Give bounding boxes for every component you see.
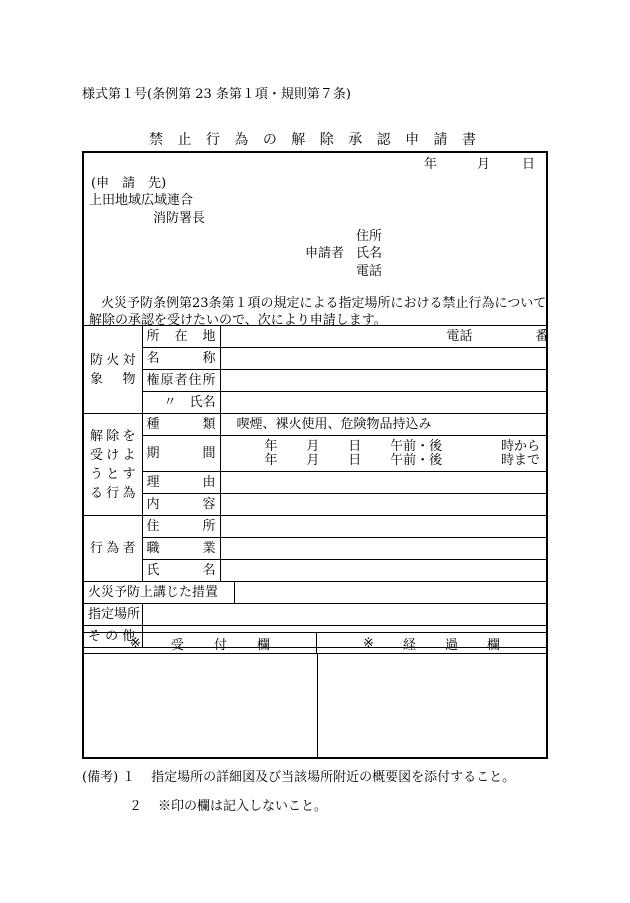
value-content[interactable] xyxy=(220,494,546,516)
form-title: 禁 止 行 為 の 解 除 承 認 申 請 書 xyxy=(149,132,481,148)
note-2: ２ ※印の欄は記入しないこと。 xyxy=(129,799,328,814)
group-release-act: 解除を受けようとする行為 xyxy=(84,414,142,516)
value-owner-name[interactable] xyxy=(220,392,546,414)
value-actor-name[interactable] xyxy=(220,560,546,582)
received-box xyxy=(84,654,318,758)
value-measures[interactable] xyxy=(234,582,546,604)
label-name: 名 称 xyxy=(142,348,220,370)
applicant-phone-label: 電話 xyxy=(356,264,383,279)
value-owner-address[interactable] xyxy=(220,370,546,392)
label-measures: 火災予防上講じた措置 xyxy=(84,582,234,604)
date-month: 月 xyxy=(477,157,491,172)
label-designated-place: 指定場所 xyxy=(84,604,142,626)
label-content: 内 容 xyxy=(142,494,220,516)
phone-suffix: 番 xyxy=(535,328,549,344)
value-location[interactable] xyxy=(220,326,549,348)
value-occupation[interactable] xyxy=(220,538,546,560)
intro-line-1: 火災予防条例第23条第１項の規定による指定場所における禁止行為について xyxy=(101,296,547,311)
label-actor-name: 氏 名 xyxy=(142,560,220,582)
label-period: 期 間 xyxy=(142,436,220,472)
recipient-org: 上田地域広域連合 xyxy=(89,193,194,208)
period-start: 年 月 日 午前・後 時から xyxy=(264,438,540,454)
value-actor-address[interactable] xyxy=(220,516,546,538)
label-reason: 理 由 xyxy=(142,472,220,494)
value-name[interactable] xyxy=(220,348,546,370)
owner-name-text: 氏名 xyxy=(189,394,216,410)
recipient-label: (申 請 先) xyxy=(91,176,167,191)
applicant-name-label: 氏名 xyxy=(356,246,383,261)
date-year: 年 xyxy=(424,157,438,172)
label-other: そ の 他 xyxy=(84,626,142,648)
application-form xyxy=(82,151,548,759)
value-type[interactable]: 喫煙、裸火使用、危険物品持込み xyxy=(220,414,546,436)
value-reason[interactable] xyxy=(220,472,546,494)
progress-column-header: ※ 経 過 欄 xyxy=(363,636,500,653)
label-location: 所 在 地 xyxy=(142,326,220,348)
period-end: 年 月 日 午前・後 時まで xyxy=(264,452,540,468)
office-use-area xyxy=(84,653,546,758)
received-column-header: ※ 受 付 欄 xyxy=(84,633,317,654)
label-owner-address: 権原者住所 xyxy=(142,370,220,392)
note-1: (備考) １ 指定場所の詳細図及び当該場所附近の概要図を添付すること。 xyxy=(82,770,516,785)
recipient-chief: 消防署長 xyxy=(153,211,206,226)
intro-line-2: 解除の承認を受けたいので、次により申請します。 xyxy=(89,313,387,328)
phone-label: 電話 xyxy=(446,328,473,344)
value-period[interactable] xyxy=(220,436,546,472)
date-day: 日 xyxy=(522,157,536,172)
group-fire-object: 防火対象物 xyxy=(84,326,142,414)
label-owner-name xyxy=(142,392,220,414)
applicant-role: 申請者 xyxy=(305,246,345,261)
form-number: 様式第１号(条例第 23 条第１項・規則第７条) xyxy=(82,87,351,102)
progress-box xyxy=(318,654,546,758)
label-occupation: 職 業 xyxy=(142,538,220,560)
ditto-mark: 〃 xyxy=(163,394,177,410)
applicant-address-label: 住所 xyxy=(356,229,383,244)
label-actor-address: 住 所 xyxy=(142,516,220,538)
application-table xyxy=(84,325,549,648)
group-actor: 行為者 xyxy=(84,516,142,582)
label-type: 種 類 xyxy=(142,414,220,436)
value-designated-place[interactable] xyxy=(142,604,546,626)
office-use-header xyxy=(84,632,546,654)
